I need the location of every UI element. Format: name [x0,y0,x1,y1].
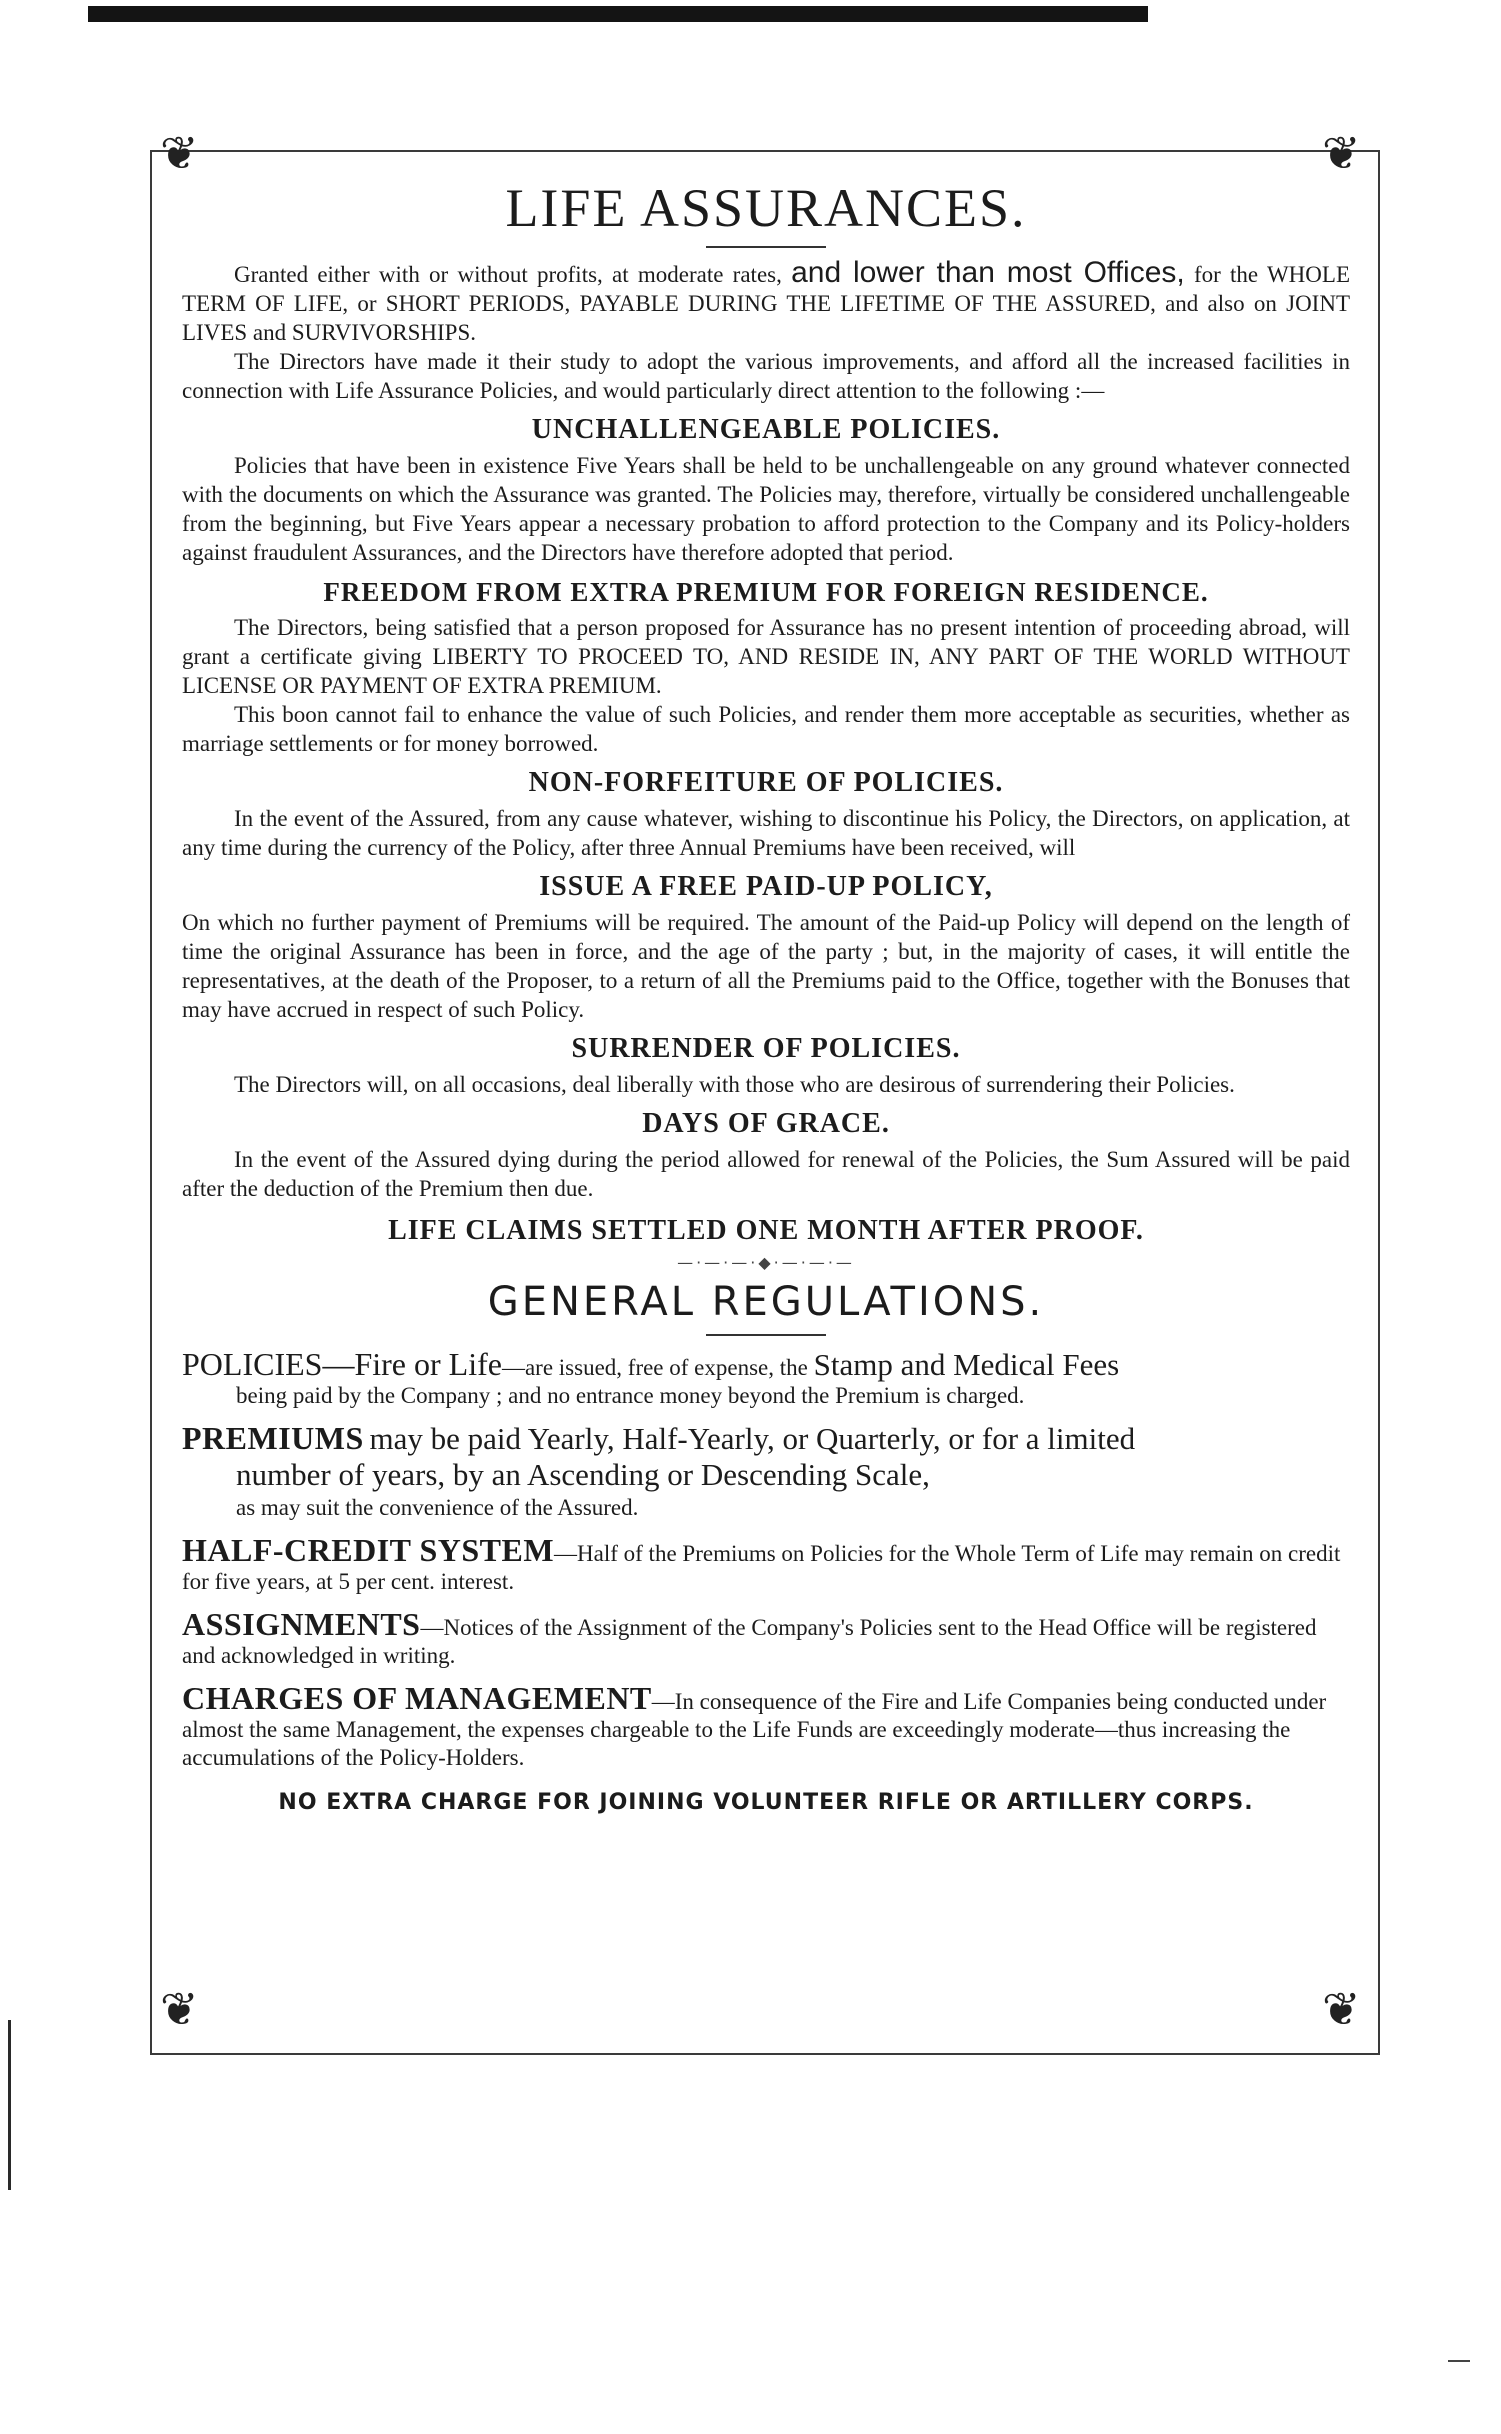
section-heading: ISSUE A FREE PAID-UP POLICY, [539,871,993,902]
top-print-bar [88,6,1148,22]
regulation-text: —In consequence of the Fire and Life Companies being conducted under almost the same Management, the expenses chargeable to the Life Funds are exceedingly moderate—thus increasing the accumulations of the Policy-Holders. [182,1689,1327,1770]
regulation-item [182,1420,1350,1522]
divider-ornament: —·—·—·◆·—·—·— [677,1253,855,1272]
section-heading: SURRENDER OF POLICIES. [571,1033,961,1064]
regulation-lead: HALF-CREDIT SYSTEM [182,1532,555,1568]
regulation-item [182,1680,1350,1772]
regulation-lead: CHARGES OF MANAGEMENT [182,1680,652,1716]
section-heading: DAYS OF GRACE. [642,1108,890,1139]
footer-notice: NO EXTRA CHARGE FOR JOINING VOLUNTEER RIFLE OR ARTILLERY CORPS. [278,1790,1254,1815]
left-margin-line [8,2020,11,2190]
corner-ornament-icon: ❦ [1322,126,1361,180]
intro-paragraph [182,258,1350,347]
regulation-item [182,1606,1350,1670]
claims-heading: LIFE CLAIMS SETTLED ONE MONTH AFTER PROOF. [388,1215,1144,1246]
section-text: The Directors will, on all occasions, deal liberally with those who are desirous of surrendering their Policies. [234,1072,1235,1097]
intro-text-cont: for the WHOLE TERM OF LIFE, or SHORT PERIODS, PAYABLE DURING THE LIFETIME OF THE ASSURED, and also on JOINT LIVES and SURVIVORSHIPS. [182,262,1350,345]
regulation-lead: POLICIES—Fire or Life [182,1346,502,1382]
regulation-text-cont: as may suit the convenience of the Assured. [236,1495,639,1520]
regulation-item [182,1532,1350,1596]
regulation-text: —Notices of the Assignment of the Company's Policies sent to the Head Office will be registered and acknowledged in writing. [182,1615,1317,1668]
section-text: On which no further payment of Premiums will be required. The amount of the Paid-up Policy will depend on the length of time the original Assurance has been in force, and the age of the party ; but, in the majority of cases, it will entitle the representatives, at the death of the Proposer, to a return of all the Premiums paid to the Office, together with the Bonuses that may have accrued in respect of such Policy. [182,910,1350,1022]
regulation-emphasis: may be paid Yearly, Half-Yearly, or Quarterly, or for a limited [369,1421,1136,1456]
advertisement-body [182,178,1350,1815]
regulation-emphasis: Stamp and Medical Fees [813,1347,1120,1382]
section-text: The Directors, being satisfied that a person proposed for Assurance has no present intention of proceeding abroad, will grant a certificate giving LIBERTY TO PROCEED TO, AND RESIDE IN, ANY PART OF THE WORLD WITHOUT LICENSE OR PAYMENT OF EXTRA PREMIUM. [182,615,1350,698]
regulation-lead: PREMIUMS [182,1420,364,1456]
regulation-text: —Half of the Premiums on Policies for the Whole Term of Life may remain on credit for five years, at 5 per cent. interest. [182,1541,1341,1594]
regulation-emphasis-cont: number of years, by an Ascending or Descending Scale, [236,1457,930,1492]
intro-paragraph-2: The Directors have made it their study to adopt the various improvements, and afford all the increased facilities in connection with Life Assurance Policies, and would particularly direct attention to the following :— [182,349,1350,403]
general-rule [706,1334,826,1336]
section-heading: UNCHALLENGEABLE POLICIES. [531,414,1001,445]
regulation-lead: ASSIGNMENTS [182,1606,421,1642]
corner-ornament-icon: ❦ [160,126,199,180]
regulation-text-cont: being paid by the Company ; and no entrance money beyond the Premium is charged. [236,1383,1025,1408]
general-regulations-title: GENERAL REGULATIONS. [487,1279,1045,1325]
section-heading: NON-FORFEITURE OF POLICIES. [528,767,1004,798]
corner-ornament-icon: ❦ [160,1982,199,2036]
regulation-item [182,1346,1350,1410]
margin-dash [1448,2360,1470,2362]
section-text: This boon cannot fail to enhance the value of such Policies, and render them more acceptable as securities, whether as marriage settlements or for money borrowed. [182,702,1350,756]
intro-text: Granted either with or without profits, at moderate rates, [234,262,782,287]
intro-emphasis: and lower than most Offices, [791,256,1185,289]
section-text: In the event of the Assured, from any cause whatever, wishing to discontinue his Policy, the Directors, on application, at any time during the currency of the Policy, after three Annual Premiums have been received, will [182,806,1350,860]
regulation-text: —are issued, free of expense, the [501,1355,808,1380]
section-text: In the event of the Assured dying during the period allowed for renewal of the Policies, the Sum Assured will be paid after the deduction of the Premium then due. [182,1147,1350,1201]
corner-ornament-icon: ❦ [1322,1982,1361,2036]
section-heading: FREEDOM FROM EXTRA PREMIUM FOR FOREIGN RESIDENCE. [323,577,1209,607]
page-title: LIFE ASSURANCES. [505,178,1027,238]
section-text: Policies that have been in existence Five Years shall be held to be unchallengeable on any ground whatever connected with the documents on which the Assurance was granted. The Policies may, therefore, virtually be considered unchallengeable from the beginning, but Five Years appear a necessary probation to afford protection to the Company and its Policy-holders against fraudulent Assurances, and the Directors have therefore adopted that period. [182,453,1350,565]
title-rule [706,246,826,248]
